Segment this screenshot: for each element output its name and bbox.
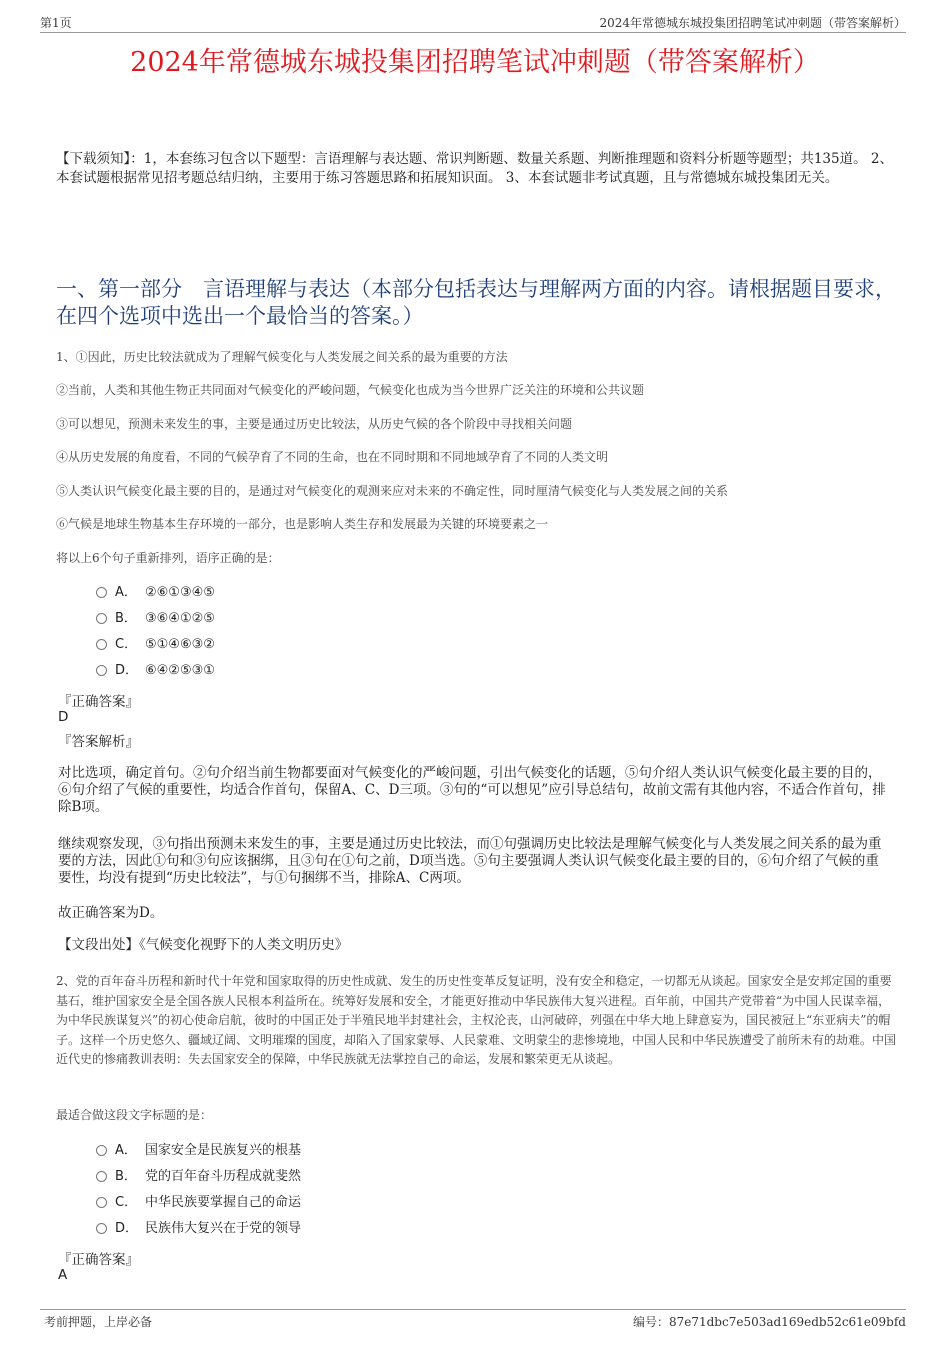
q1-option-b[interactable] — [96, 610, 215, 628]
header-doc-title: 2024年常德城东城投集团招聘笔试冲刺题（带答案解析） — [599, 16, 906, 30]
q1-sentence-5: ⑤人类认识气候变化最主要的目的，是通过对气候变化的观测来应对未来的不确定性，同时厘清气候变化与人类发展之间的关系 — [56, 484, 729, 498]
radio-icon[interactable] — [96, 639, 107, 650]
q1-prompt: 将以上6个句子重新排列，语序正确的是： — [56, 551, 280, 565]
q1-answer-value: D — [58, 709, 69, 725]
radio-icon[interactable] — [96, 1197, 107, 1208]
q1-sentence-1: 1、①因此，历史比较法就成为了理解气候变化与人类发展之间关系的最为重要的方法 — [56, 350, 508, 364]
option-text: 民族伟大复兴在于党的领导 — [145, 1221, 302, 1236]
q1-analysis-paragraph-1: 对比选项，确定首句。②句介绍当前生物都要面对气候变化的严峻问题，引出气候变化的话题，⑤句介绍人类认识气候变化最主要的目的，⑥句介绍了气候的重要性，均适合作首句，保留A、C、D三项。③句的“可以想见”应引导总结句，故前文需有其他内容，不适合作首句，排除B项。 — [58, 765, 886, 815]
q1-option-d[interactable] — [96, 662, 215, 680]
option-text: ⑥④②⑤③① — [145, 663, 215, 678]
q1-analysis-conclusion: 故正确答案为D。 — [58, 905, 164, 921]
option-text: 国家安全是民族复兴的根基 — [145, 1143, 302, 1158]
download-notice: 【下载须知】：1，本套练习包含以下题型：言语理解与表达题、常识判断题、数量关系题、判断推理题和资料分析题等题型；共135道。 2、本套试题根据常见招考题总结归纳，主要用于练习答题思路和拓展知识面。 3、本套试题非考试真题，且与常德城东城投集团无关。 — [56, 151, 893, 186]
page-number: 第1页 — [40, 16, 72, 30]
option-text: ⑤①④⑥③② — [145, 637, 215, 652]
option-letter: B． — [115, 611, 137, 626]
document-title: 2024年常德城东城投集团招聘笔试冲刺题（带答案解析） — [130, 47, 820, 78]
radio-icon[interactable] — [96, 1223, 107, 1234]
q2-answer-value: A — [58, 1267, 68, 1283]
footer-doc-id: 编号：87e71dbc7e503ad169edb52c61e09bfd — [632, 1315, 906, 1329]
radio-icon[interactable] — [96, 665, 107, 676]
option-letter: D． — [115, 663, 139, 678]
q2-option-c[interactable] — [96, 1194, 301, 1212]
q1-sentence-6: ⑥气候是地球生物基本生存环境的一部分，也是影响人类生存和发展最为关键的环境要素之一 — [56, 517, 549, 531]
option-letter: A． — [115, 585, 137, 600]
option-letter: D． — [115, 1221, 139, 1236]
q2-option-d[interactable] — [96, 1220, 301, 1238]
q1-source: 【文段出处】《气候变化视野下的人类文明历史》 — [58, 937, 349, 953]
option-text: 中华民族要掌握自己的命运 — [145, 1195, 302, 1210]
q1-analysis-label: 『答案解析』 — [58, 734, 139, 750]
footer-divider — [40, 1309, 906, 1310]
option-letter: C． — [115, 1195, 138, 1210]
radio-icon[interactable] — [96, 613, 107, 624]
header-divider — [40, 32, 906, 33]
option-text: 党的百年奋斗历程成就斐然 — [145, 1169, 302, 1184]
option-text: ③⑥④①②⑤ — [145, 611, 215, 626]
option-letter: B． — [115, 1169, 137, 1184]
option-letter: C． — [115, 637, 138, 652]
radio-icon[interactable] — [96, 1145, 107, 1156]
q2-option-a[interactable] — [96, 1142, 301, 1160]
q1-option-a[interactable] — [96, 584, 215, 602]
radio-icon[interactable] — [96, 1171, 107, 1182]
q1-answer-label: 『正确答案』 — [58, 694, 139, 710]
q2-prompt: 最适合做这段文字标题的是： — [56, 1108, 213, 1122]
q1-sentence-3: ③可以想见，预测未来发生的事，主要是通过历史比较法，从历史气候的各个阶段中寻找相关问题 — [56, 417, 573, 431]
radio-icon[interactable] — [96, 587, 107, 598]
q1-analysis-paragraph-2: 继续观察发现，③句指出预测未来发生的事，主要是通过历史比较法，而①句强调历史比较法是理解气候变化与人类发展之间关系的最为重要的方法，因此①句和③句应该捆绑，且③句在①句之前，D项当选。⑤句主要强调人类认识气候变化最主要的目的，⑥句介绍了气候的重要性，均没有提到“历史比较法”，与①句捆绑不当，排除A、C两项。 — [58, 836, 882, 886]
footer-slogan: 考前押题，上岸必备 — [44, 1315, 153, 1329]
q1-sentence-4: ④从历史发展的角度看，不同的气候孕育了不同的生命，也在不同时期和不同地域孕育了不同的人类文明 — [56, 450, 609, 464]
q2-passage: 2、党的百年奋斗历程和新时代十年党和国家取得的历史性成就、发生的历史性变革反复证明，没有安全和稳定，一切都无从谈起。国家安全是安邦定国的重要基石，维护国家安全是全国各族人民根本利益所在。统筹好发展和安全，才能更好推动中华民族伟大复兴进程。百年前，中国共产党带着“为中国人民谋幸福，为中华民族谋复兴”的初心使命启航，彼时的中国正处于半殖民地半封建社会，主权沦丧，山河破碎，列强在中华大地上肆意妄为，国民被冠上“东亚病夫”的帽子。这样一个历史悠久、疆域辽阔、文明璀璨的国度，却陷入了国家蒙辱、人民蒙难、文明蒙尘的悲惨境地，中国人民和中华民族遭受了前所未有的劫难。中国近代史的惨痛教训表明：失去国家安全的保障，中华民族就无法掌控自己的命运，发展和繁荣更无从谈起。 — [56, 974, 897, 1066]
section-heading: 一、第一部分 言语理解与表达（本部分包括表达与理解两方面的内容。请根据题目要求，在四个选项中选出一个最恰当的答案。） — [56, 277, 896, 328]
option-letter: A． — [115, 1143, 137, 1158]
q2-answer-label: 『正确答案』 — [58, 1252, 139, 1268]
q2-option-b[interactable] — [96, 1168, 301, 1186]
option-text: ②⑥①③④⑤ — [145, 585, 215, 600]
q1-option-c[interactable] — [96, 636, 215, 654]
q1-sentence-2: ②当前，人类和其他生物正共同面对气候变化的严峻问题，气候变化也成为当今世界广泛关注的环境和公共议题 — [56, 383, 645, 397]
